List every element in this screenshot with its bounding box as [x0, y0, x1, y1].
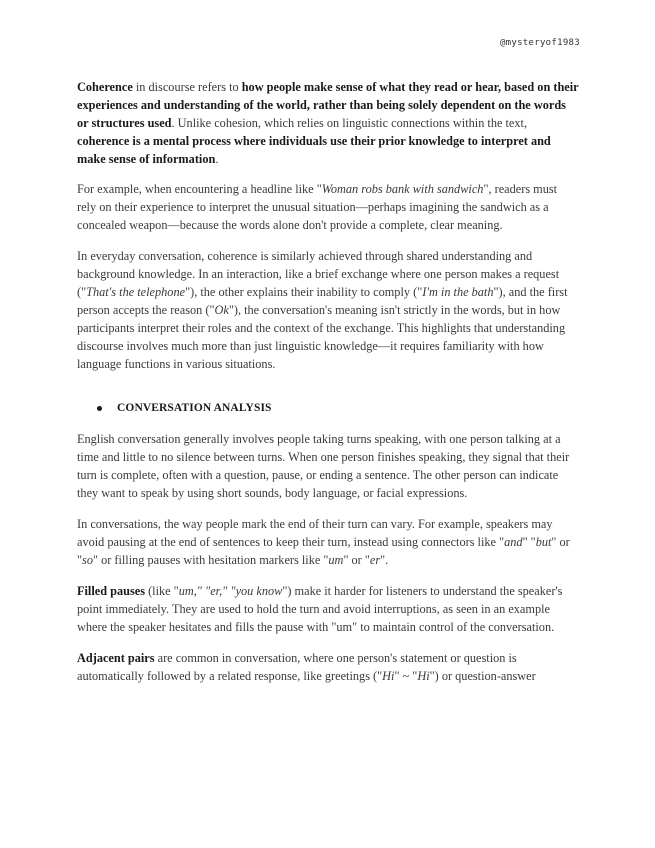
text: ", readers must rely on their experience to interpret the unusual situation—perhaps imagining the sandwich as a concealed weapon—because the words alone don't provide a complete, clear meaning.: [77, 182, 558, 232]
text: In everyday conversation, coherence is similarly achieved through shared understanding and background knowledge. In an interaction, like a brief exchange where one person makes a request (": [77, 249, 560, 299]
section-heading-row: [97, 402, 579, 414]
text: "), and the first person accepts the reason (": [77, 285, 568, 317]
italic-text: um," "er," "you know: [178, 584, 283, 598]
italic-text: Ok: [214, 303, 229, 317]
italic-text: and: [504, 535, 523, 549]
italic-text: I'm in the bath: [422, 285, 494, 299]
bold-text: how people make sense of what they read or hear, based on their experiences and understanding of the world, rather than being solely dependent on the words or structures used: [77, 80, 579, 130]
bold-text: Coherence: [77, 80, 133, 94]
bold-text: coherence is a mental process where individuals use their prior knowledge to interpret and make sense of information: [77, 134, 551, 166]
italic-text: but: [535, 535, 552, 549]
paragraph-adjacent-pairs: [77, 649, 579, 685]
text: are common in conversation, where one person's statement or question is automatically followed by a related response, like greetings (": [77, 651, 517, 683]
text: in discourse refers to: [132, 80, 242, 94]
paragraph-everyday-conversation: [77, 247, 579, 373]
text: " or ": [77, 535, 570, 567]
text: " ~ ": [394, 669, 418, 683]
text: (like ": [145, 584, 179, 598]
text: In conversations, the way people mark the end of their turn can vary. For example, speakers may avoid pausing at the end of sentences to keep their turn, instead using connectors like ": [77, 517, 553, 549]
text: For example, when encountering a headline like ": [77, 182, 322, 196]
italic-text: Hi: [417, 669, 430, 683]
paragraph-headline-example: [77, 180, 579, 234]
bullet-icon: [97, 406, 102, 411]
author-watermark: @mysteryof1983: [499, 38, 580, 48]
bold-text: Filled pauses: [77, 584, 145, 598]
text: ".: [380, 553, 389, 567]
text: " or filling pauses with hesitation markers like ": [92, 553, 329, 567]
text: ") make it harder for listeners to understand the speaker's point immediately. They are used to hold the turn and avoid interruptions, as seen in an example where the speaker hesitates and fills the pause with "um" to maintain control of the conversation.: [77, 584, 563, 634]
italic-text: Hi: [382, 669, 395, 683]
italic-text: er: [369, 553, 381, 567]
paragraph-turn-ending: [77, 515, 579, 569]
paragraph-coherence-definition: [77, 78, 579, 168]
italic-text: Woman robs bank with sandwich: [321, 182, 484, 196]
text: "), the other explains their inability to comply (": [185, 285, 423, 299]
document-body: [77, 78, 579, 698]
text: . Unlike cohesion, which relies on linguistic connections within the text,: [171, 116, 528, 130]
paragraph-turn-taking: English conversation generally involves people taking turns speaking, with one person talking at a time and little to no silence between turns. When one person finishes speaking, they signal that their turn is complete, often with a question, pause, or ending a sentence. The other person can indicate they want to speak by using short sounds, body language, or facial expressions.: [77, 432, 570, 500]
italic-text: so: [82, 553, 93, 567]
text: " or ": [343, 553, 370, 567]
bold-text: Adjacent pairs: [77, 651, 155, 665]
text: .: [215, 152, 219, 166]
text: "), the conversation's meaning isn't strictly in the words, but in how participants interpret their roles and the context of the exchange. This highlights that understanding discourse involves much more than just linguistic knowledge—it requires familiarity with how language functions in various situations.: [77, 303, 566, 371]
text: " ": [522, 535, 536, 549]
text: ") or question-answer: [429, 669, 536, 683]
italic-text: That's the telephone: [86, 285, 186, 299]
italic-text: um: [328, 553, 344, 567]
section-heading: CONVERSATION ANALYSIS: [117, 402, 272, 414]
paragraph-filled-pauses: [77, 582, 579, 636]
